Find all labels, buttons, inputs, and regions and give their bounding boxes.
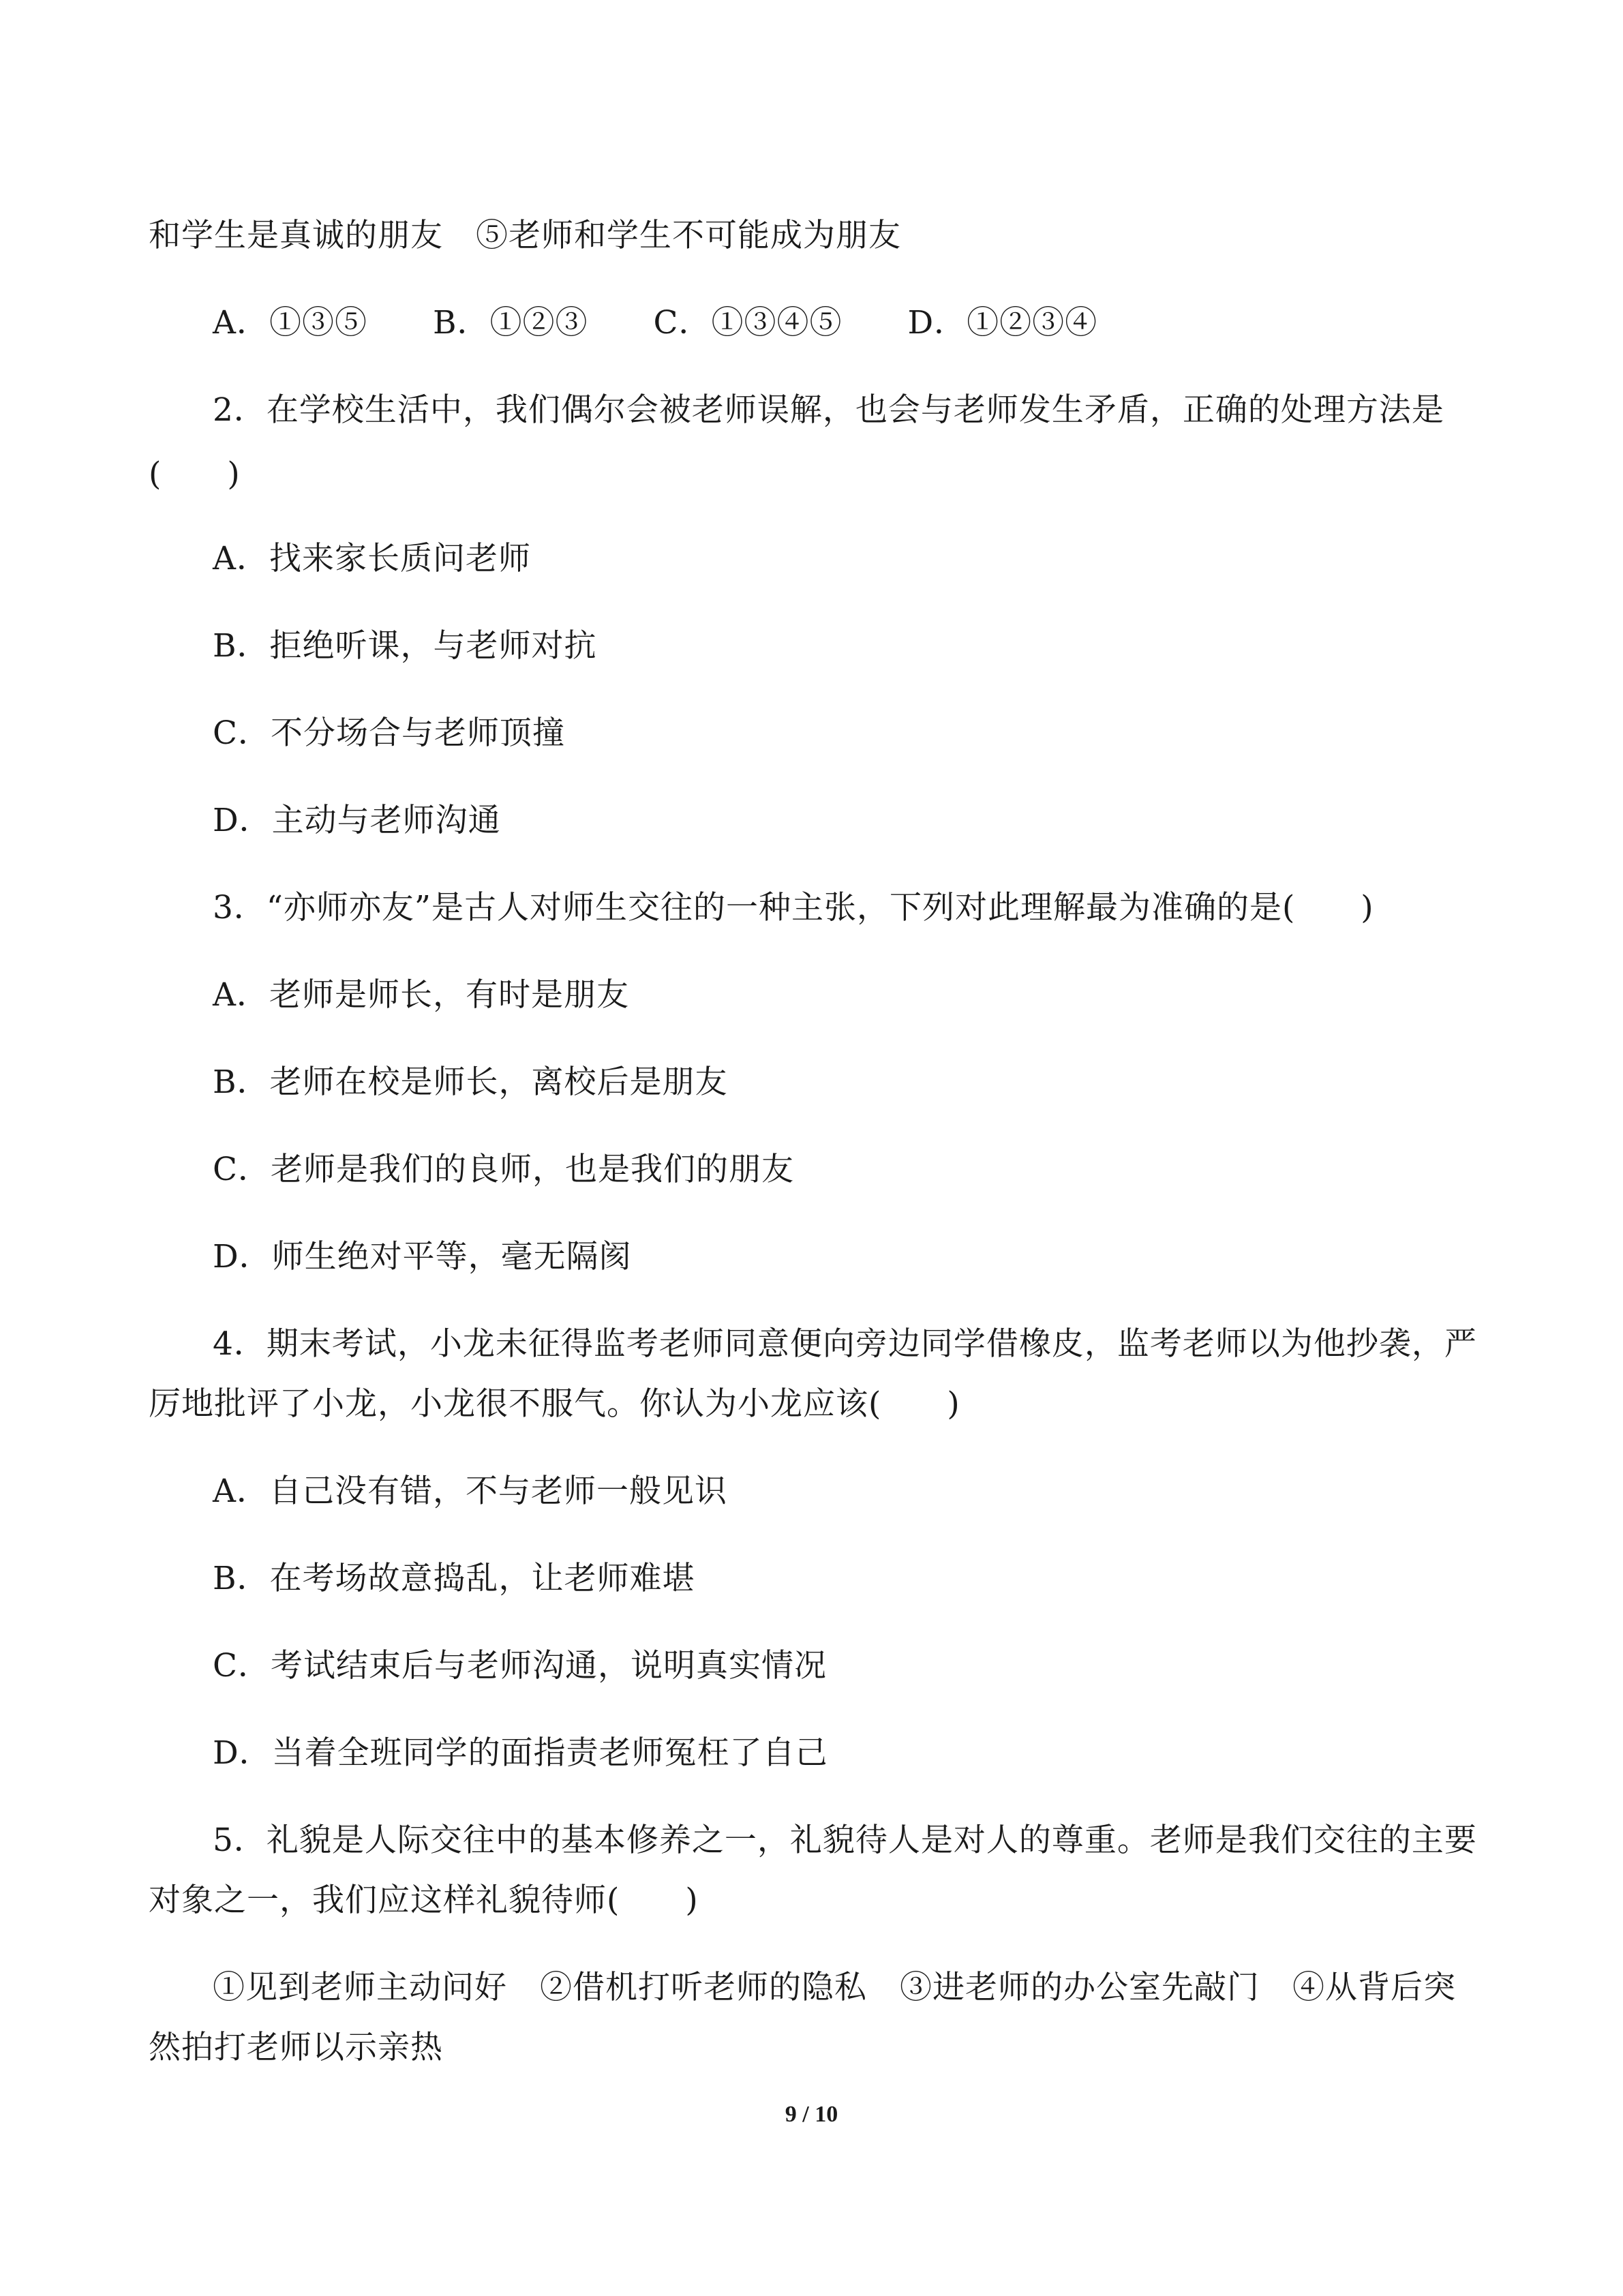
statements-line-continued: 然拍打老师以示亲热 xyxy=(149,2029,443,2066)
question-3: 3．“亦师亦友”是古人对师生交往的一种主张，下列对此理解最为准确的是( ) xyxy=(213,889,1374,926)
question-2: 2．在学校生活中，我们偶尔会被老师误解，也会与老师发生矛盾，正确的处理方法是 xyxy=(213,391,1444,429)
options-line: A．①③⑤ B．①②③ C．①③④⑤ D．①②③④ xyxy=(213,304,1098,342)
option-d: D．主动与老师沟通 xyxy=(213,802,501,839)
option-a: A．找来家长质问老师 xyxy=(213,540,531,577)
option-a: A．老师是师长，有时是朋友 xyxy=(213,976,629,1014)
option-b: B．老师在校是师长，离校后是朋友 xyxy=(213,1063,728,1101)
option-c: C．不分场合与老师顶撞 xyxy=(213,714,565,752)
option-c: C．老师是我们的良师，也是我们的朋友 xyxy=(213,1151,794,1188)
option-d: D．当着全班同学的面指责老师冤枉了自己 xyxy=(213,1734,828,1772)
option-a: A．自己没有错，不与老师一般见识 xyxy=(213,1472,727,1510)
answer-blank: ( ) xyxy=(149,455,241,493)
option-d: D．师生绝对平等，毫无隔阂 xyxy=(213,1238,632,1275)
question-5-continued: 对象之一，我们应这样礼貌待师( ) xyxy=(149,1882,699,1919)
question-4: 4．期末考试，小龙未征得监考老师同意便向旁边同学借橡皮，监考老师以为他抄袭，严 xyxy=(213,1325,1477,1363)
text-line: 和学生是真诚的朋友 ⑤老师和学生不可能成为朋友 xyxy=(149,217,901,254)
option-b: B．拒绝听课，与老师对抗 xyxy=(213,627,597,665)
option-c: C．考试结束后与老师沟通，说明真实情况 xyxy=(213,1647,827,1685)
page-number: 9 / 10 xyxy=(785,2102,838,2127)
question-5: 5．礼貌是人际交往中的基本修养之一，礼貌待人是对人的尊重。老师是我们交往的主要 xyxy=(213,1822,1477,1859)
statements-line: ①见到老师主动问好 ②借机打听老师的隐私 ③进老师的办公室先敲门 ④从背后突 xyxy=(213,1969,1456,2006)
option-b: B．在考场故意捣乱，让老师难堪 xyxy=(213,1560,695,1597)
question-4-continued: 厉地批评了小龙，小龙很不服气。你认为小龙应该( ) xyxy=(149,1385,960,1423)
